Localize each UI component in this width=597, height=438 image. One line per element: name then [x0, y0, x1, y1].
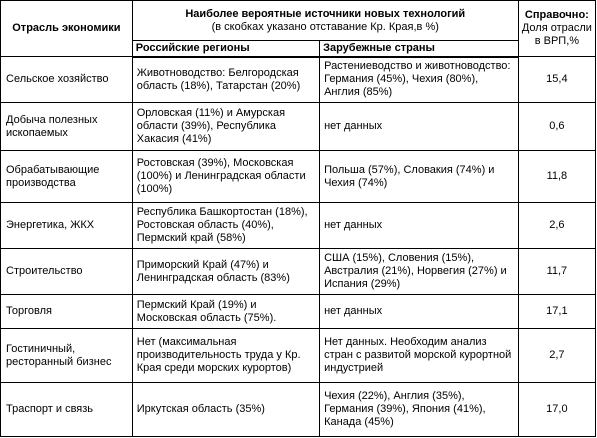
- gdp-share-cell: 15,4: [518, 57, 595, 103]
- russian-regions-cell: Ростовская (39%), Московская (100%) и Ленинградская области (100%): [132, 151, 319, 203]
- sector-cell: Гостиничный, ресторанный бизнес: [1, 329, 133, 383]
- table-row: [1, 203, 596, 249]
- russian-regions-cell: Приморский Край (47%) и Ленинградская область (83%): [132, 249, 319, 295]
- sector-cell: Строительство: [1, 249, 133, 295]
- table-row: [1, 151, 596, 203]
- sector-cell: Обрабатывающие производства: [1, 151, 133, 203]
- header-sector: Отрасль экономики: [1, 1, 133, 57]
- header-sources: [132, 1, 518, 41]
- header-sources-title: Наиболее вероятные источники новых технологий: [185, 7, 466, 20]
- foreign-countries-cell: Чехия (22%), Англия (35%), Германия (39%), Япония (41%), Канада (45%): [320, 383, 519, 437]
- russian-regions-cell: Иркутская область (35%): [132, 383, 319, 437]
- table-body: [1, 57, 596, 437]
- header-russian: Российские регионы: [132, 41, 319, 57]
- gdp-share-cell: 2,6: [518, 203, 595, 249]
- foreign-countries-cell: нет данных: [320, 203, 519, 249]
- gdp-share-cell: 11,8: [518, 151, 595, 203]
- sector-cell: Энергетика, ЖКХ: [1, 203, 133, 249]
- header-ref-title: Справочно:: [524, 9, 589, 21]
- table-row: [1, 249, 596, 295]
- gdp-share-cell: 0,6: [518, 103, 595, 151]
- russian-regions-cell: Животноводство: Белгородская область (18%), Татарстан (20%): [132, 57, 319, 103]
- header-reference: [518, 1, 595, 57]
- russian-regions-cell: Республика Башкортостан (18%), Ростовская область (40%), Пермский край (58%): [132, 203, 319, 249]
- header-ref-note: Доля отрасли в ВРП,%: [521, 22, 592, 47]
- sector-cell: Торговля: [1, 295, 133, 329]
- foreign-countries-cell: нет данных: [320, 103, 519, 151]
- header-foreign: Зарубежные страны: [320, 41, 519, 57]
- sector-cell: Добыча полезных ископаемых: [1, 103, 133, 151]
- table-row: [1, 295, 596, 329]
- gdp-share-cell: 2,7: [518, 329, 595, 383]
- foreign-countries-cell: Нет данных. Необходим анализ стран с развитой морской курортной индустрией: [320, 329, 519, 383]
- foreign-countries-cell: США (15%), Словения (15%), Австралия (21%), Норвегия (27%) и Испания (29%): [320, 249, 519, 295]
- foreign-countries-cell: Растениеводство и животноводство: Германия (45%), Чехия (80%), Англия (85%): [320, 57, 519, 103]
- gdp-share-cell: 17,0: [518, 383, 595, 437]
- gdp-share-cell: 11,7: [518, 249, 595, 295]
- russian-regions-cell: Орловская (11%) и Амурская области (39%), Республика Хакасия (41%): [132, 103, 319, 151]
- russian-regions-cell: Пермский Край (19%) и Московская область (75%).: [132, 295, 319, 329]
- header-row: [1, 1, 596, 41]
- table-row: [1, 57, 596, 103]
- foreign-countries-cell: нет данных: [320, 295, 519, 329]
- table-row: [1, 103, 596, 151]
- russian-regions-cell: Нет (максимальная производительность труда у Кр. Края среди морских курортов): [132, 329, 319, 383]
- header-sources-note: (в скобках указано отставание Кр. Края,в %): [211, 20, 439, 33]
- table-row: [1, 329, 596, 383]
- sector-cell: Траспорт и связь: [1, 383, 133, 437]
- sector-cell: Сельское хозяйство: [1, 57, 133, 103]
- table-row: [1, 383, 596, 437]
- foreign-countries-cell: Польша (57%), Словакия (74%) и Чехия (74%): [320, 151, 519, 203]
- gdp-share-cell: 17,1: [518, 295, 595, 329]
